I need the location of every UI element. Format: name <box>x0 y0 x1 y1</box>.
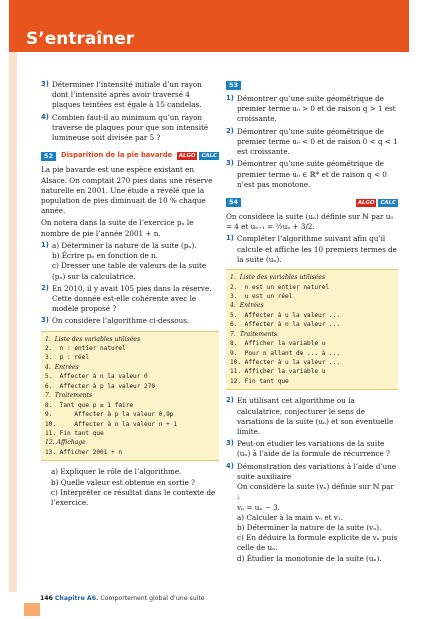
header-banner <box>9 0 409 52</box>
question-number: 1) <box>226 94 234 102</box>
algo-line: 6. Affecter à p la valeur 270 <box>45 382 156 390</box>
question-3 <box>41 80 219 111</box>
question-text: Compléter l’algorithme suivant afin qu’il calcule et affiche les 10 premiers termes de la suite (uₙ). <box>237 234 397 264</box>
calc-badge: CALC <box>201 153 217 160</box>
algorithm-box <box>226 269 398 390</box>
question-2 <box>41 284 219 315</box>
question-number: 1) <box>226 234 234 243</box>
calc-badge: CALC <box>380 199 396 206</box>
question-text: En 2010, il y avait 105 pies dans la réserve. Cette donnée est-elle cohérente avec le modèle proposé ? <box>52 283 212 314</box>
algo-line: 2. n est un entier naturel <box>230 283 330 291</box>
sub-question-b <box>41 478 219 488</box>
algo-line: 3. u est un réel <box>230 292 293 300</box>
algo-line: 5. Affecter à u la valeur ... <box>230 311 341 319</box>
corner-tab <box>24 603 40 616</box>
algo-line: 9. Affecter à p la valeur 0,9p <box>45 411 174 419</box>
question-number: 3) <box>41 316 49 325</box>
left-column <box>41 80 219 508</box>
question-number: 4) <box>41 112 49 121</box>
question-text: Combien faut-il au minimum qu’un rayon traverse de plaques pour que son intensité lumineuse soit divisée par 5 ? <box>52 112 209 143</box>
question-text: Démontrer qu’une suite géométrique de premier terme u₀ < 0 et de raison 0 < q < 1 est croissante. <box>237 126 398 157</box>
algo-line: 2. n : entier naturel <box>45 345 126 353</box>
page-footer <box>40 595 205 604</box>
algo-line: 13. Afficher 2001 + n <box>45 448 123 456</box>
page-number: 146 <box>40 595 53 602</box>
question-text: Peut-on étudier les variations de la suite (uₙ) à l’aide de la formule de récurrence ? <box>237 439 390 459</box>
chapter-label: Chapitre A6. <box>54 595 99 602</box>
algo-line: 7. Traitements <box>45 392 93 400</box>
algo-line: 8. Tant que p ≥ 1 faire <box>45 401 134 409</box>
sub-question-b: b) Écrire pₙ en fonction de n. <box>52 251 158 261</box>
question-intro: On considère la suite (vₙ) définie sur ℕ par : <box>237 482 394 502</box>
question-number: 3) <box>226 159 234 168</box>
exercise-intro: On considère la suite (uₙ) définie sur ℕ par u₀ = 4 et uₙ₊₁ = ½uₙ + 3/2. <box>226 211 394 232</box>
question-number: 3) <box>41 80 49 88</box>
question-3 <box>226 159 398 190</box>
question-text: On considère l’algorithme ci-dessous. <box>52 316 190 326</box>
question-2 <box>226 127 398 158</box>
algo-line: 3. p : réel <box>45 354 90 362</box>
algo-line: 10. Affecter à n la valeur n + 1 <box>45 420 178 428</box>
question-text: En utilisant cet algorithme ou la calculatrice, conjecturer le sens de variations de la suite (uₙ) et son éventuelle limite. <box>237 396 394 436</box>
question-number: 3) <box>226 439 234 448</box>
question-number: 1) <box>41 240 49 249</box>
question-number: 2) <box>41 283 49 292</box>
sub-question-b: b) Déterminer la nature de la suite (vₙ). <box>237 522 382 532</box>
sub-question-text: b) Quelle valeur est obtenue en sortie ? <box>51 477 196 487</box>
algorithm-box <box>41 331 219 462</box>
algo-line: 8. Afficher la variable u <box>230 340 326 348</box>
question-number: 2) <box>226 126 234 135</box>
sub-question-d: d) Étudier la monotonie de la suite (uₙ). <box>237 553 382 563</box>
algo-line: 5. Affecter à n la valeur 0 <box>45 373 148 381</box>
sub-question-a: a) Déterminer la nature de la suite (pₙ). <box>52 240 197 250</box>
question-text: Démontrer qu’une suite géométrique de premier terme u₀ > 0 et de raison q > 1 est croissante. <box>237 94 396 124</box>
page-title: S’entraîner <box>26 29 135 49</box>
question-text: Déterminer l’intensité initiale d’un rayon dont l’intensité après avoir traversé 4 plaques teintées est égale à 15 candelas. <box>52 80 202 110</box>
question-3b <box>41 316 219 326</box>
algo-line: 6. Affecter à n la valeur ... <box>230 321 341 329</box>
exercise-53-header <box>226 80 398 90</box>
sequence-definition: vₙ = uₙ − 3. <box>237 502 280 512</box>
chapter-title: Comportement global d’une suite <box>100 595 205 602</box>
question-2 <box>226 396 398 437</box>
exercise-title: Disparition de la pie bavarde <box>61 151 173 160</box>
algo-line: 1. Liste des variables utilisées <box>45 335 141 343</box>
algo-line: 10. Affecter à u la valeur ... <box>230 359 341 366</box>
sub-question-text: c) Interpréter ce résultat dans le contexte de l’exercice. <box>51 487 216 507</box>
question-1 <box>226 94 398 125</box>
side-bar <box>9 52 17 592</box>
algo-line: 12. Fin tant que <box>230 377 289 385</box>
exercise-intro-notation: On notera dans la suite de l’exercice pₙ le nombre de pie l’année 2001 + n. <box>41 218 194 238</box>
algo-line: 11. Afficher la variable u <box>230 368 326 376</box>
question-text: Démontrer qu’une suite géométrique de premier terme u₀ ∈ ℝ* et de raison q < 0 n’est pas monotone. <box>237 159 387 189</box>
question-4 <box>41 113 219 144</box>
question-1 <box>41 241 219 282</box>
sub-question-c: c) En déduire la formule explicite de vₙ puis celle de uₙ. <box>237 533 398 553</box>
algo-badge: ALGO <box>178 153 196 160</box>
sub-question-text: a) Expliquer le rôle de l’algorithme. <box>51 467 182 477</box>
right-column <box>226 80 398 566</box>
exercise-54-header <box>226 198 398 208</box>
algo-line: 11. Fin tant que <box>45 429 104 437</box>
exercise-number: 53 <box>226 81 241 90</box>
sub-question-a: a) Calculer à la main v₀ et v₁. <box>237 512 344 522</box>
algo-line: 4. Entrées <box>230 302 264 310</box>
sub-question-a <box>41 467 219 477</box>
question-3 <box>226 439 398 459</box>
algo-line: 1. Liste des variables utilisées <box>230 274 326 282</box>
algo-line: 9. Pour n allant de ... à ... <box>230 349 341 357</box>
question-number: 2) <box>226 396 234 405</box>
question-number: 4) <box>226 461 234 470</box>
algo-line: 12. Affichage <box>45 439 86 447</box>
sub-question-c: c) Dresser une table de valeurs de la suite (pₙ) sur la calculatrice. <box>52 261 207 281</box>
exercise-number: 52 <box>41 152 56 161</box>
question-1 <box>226 234 398 265</box>
algo-line: 4. Entrées <box>45 363 79 371</box>
algo-line: 7. Traitements <box>230 330 278 338</box>
exercise-intro: La pie bavarde est une espèce existant en Alsace. On comptait 270 pies dans une réserve naturelle en 2001. Une étude a révélé que la population de pies diminuait de 10 % chaque année. <box>41 165 213 216</box>
exercise-number: 54 <box>226 198 241 207</box>
question-4 <box>226 462 398 564</box>
algo-badge: ALGO <box>357 199 375 206</box>
exercise-52-header <box>41 151 219 161</box>
sub-question-c <box>41 488 219 508</box>
question-text: Démonstration des variations à l’aide d’une suite auxiliaire <box>237 461 397 481</box>
